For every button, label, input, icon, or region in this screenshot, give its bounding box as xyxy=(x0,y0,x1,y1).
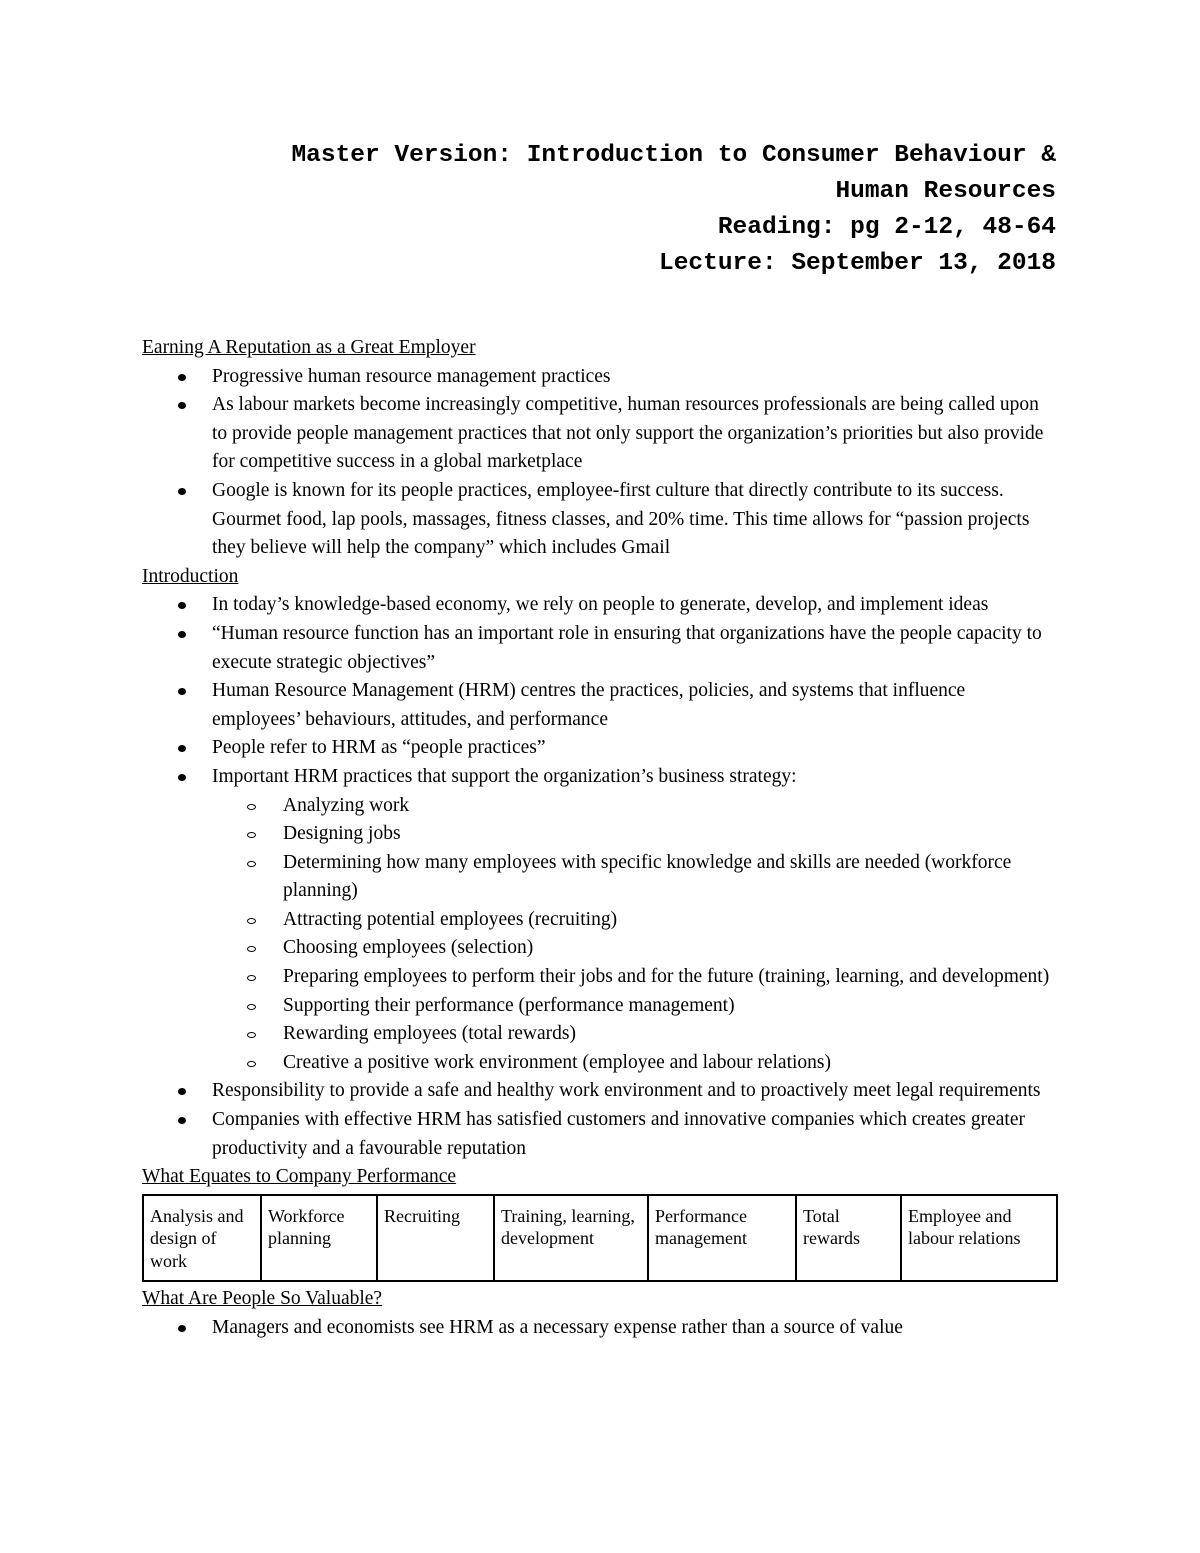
title-line-2: Human Resources xyxy=(835,178,1056,205)
document-page xyxy=(142,138,1056,1343)
circle-bullet-icon xyxy=(247,918,256,924)
reading-line: Reading: pg 2-12, 48-64 xyxy=(717,214,1056,241)
valuable-list xyxy=(142,1314,1056,1343)
circle-bullet-icon xyxy=(247,1004,256,1010)
list-item: Managers and economists see HRM as a necessary expense rather than a source of value xyxy=(142,1314,1056,1343)
circle-bullet-icon xyxy=(247,832,256,838)
sub-list-item: Determining how many employees with specific knowledge and skills are needed (workforce planning) xyxy=(212,849,1056,906)
document-title xyxy=(142,138,1056,282)
list-item: “Human resource function has an important role in ensuring that organizations have the people capacity to execute strategic objectives” xyxy=(142,620,1056,677)
table-cell: Recruiting xyxy=(377,1195,494,1282)
table-row xyxy=(143,1195,1057,1282)
list-item: Important HRM practices that support the organization’s business strategy: Analyzing work Designing jobs Determining how many employees with specific knowledge and skills are needed (workforce planning) Attracting potential employees (recruiting) Choosing employees (selection) Preparing employees to perform their jobs and for the future (training, learning, and development) Supporting their performance (performance management) Rewarding employees (total rewards) Creative a positive work environment (employee and labour relations) xyxy=(142,763,1056,1078)
lecture-line: Lecture: September 13, 2018 xyxy=(659,250,1056,277)
list-item: Companies with effective HRM has satisfied customers and innovative companies which creates greater productivity and a favourable reputation xyxy=(142,1106,1056,1163)
section-heading-valuable: What Are People So Valuable? xyxy=(142,1288,383,1310)
bullet-icon xyxy=(178,602,186,609)
circle-bullet-icon xyxy=(247,946,256,952)
introduction-list xyxy=(142,591,1056,1163)
list-item: Human Resource Management (HRM) centres the practices, policies, and systems that influence employees’ behaviours, attitudes, and performance xyxy=(142,677,1056,734)
sub-list-item: Analyzing work xyxy=(212,792,1056,821)
sub-list-item: Creative a positive work environment (employee and labour relations) xyxy=(212,1049,1056,1078)
list-item: Progressive human resource management practices xyxy=(142,363,1056,392)
circle-bullet-icon xyxy=(247,804,256,810)
title-line-1: Master Version: Introduction to Consumer Behaviour & xyxy=(291,142,1056,169)
list-item: Responsibility to provide a safe and healthy work environment and to proactively meet legal requirements xyxy=(142,1077,1056,1106)
table-cell: Training, learning, development xyxy=(494,1195,648,1282)
table-cell: Performance management xyxy=(648,1195,796,1282)
sub-list-item: Preparing employees to perform their jobs and for the future (training, learning, and development) xyxy=(212,963,1056,992)
sub-list-item: Attracting potential employees (recruiting) xyxy=(212,906,1056,935)
hrm-practices-sublist xyxy=(212,792,1056,1078)
circle-bullet-icon xyxy=(247,1061,256,1067)
bullet-icon xyxy=(178,488,186,495)
circle-bullet-icon xyxy=(247,1032,256,1038)
bullet-icon xyxy=(178,374,186,381)
bullet-icon xyxy=(178,1088,186,1095)
circle-bullet-icon xyxy=(247,861,256,867)
list-item: People refer to HRM as “people practices” xyxy=(142,734,1056,763)
circle-bullet-icon xyxy=(247,975,256,981)
list-item: As labour markets become increasingly competitive, human resources professionals are being called upon to provide people management practices that not only support the organization’s priorities but also provide for competitive success in a global marketplace xyxy=(142,391,1056,477)
table-cell: Analysis and design of work xyxy=(143,1195,261,1282)
sub-list-item: Designing jobs xyxy=(212,820,1056,849)
bullet-icon xyxy=(178,1117,186,1124)
bullet-icon xyxy=(178,688,186,695)
sub-list-item: Supporting their performance (performance management) xyxy=(212,992,1056,1021)
section-heading-introduction: Introduction xyxy=(142,565,239,587)
list-item: In today’s knowledge-based economy, we rely on people to generate, develop, and implement ideas xyxy=(142,591,1056,620)
list-item: Google is known for its people practices, employee-first culture that directly contribute to its success. Gourmet food, lap pools, massages, fitness classes, and 20% time. This time allows for “passion projects they believe will help the company” which includes Gmail xyxy=(142,477,1056,563)
section-heading-reputation: Earning A Reputation as a Great Employer xyxy=(142,337,476,358)
bullet-icon xyxy=(178,1325,186,1332)
table-cell: Employee and labour relations xyxy=(901,1195,1057,1282)
bullet-icon xyxy=(178,631,186,638)
bullet-icon xyxy=(178,774,186,781)
reputation-list xyxy=(142,363,1056,563)
section-heading-performance: What Equates to Company Performance xyxy=(142,1166,457,1188)
bullet-icon xyxy=(178,745,186,752)
table-cell: Workforce planning xyxy=(261,1195,377,1282)
bullet-icon xyxy=(178,402,186,409)
company-performance-table xyxy=(142,1194,1058,1283)
table-cell: Total rewards xyxy=(796,1195,901,1282)
sub-list-item: Rewarding employees (total rewards) xyxy=(212,1020,1056,1049)
sub-list-item: Choosing employees (selection) xyxy=(212,934,1056,963)
